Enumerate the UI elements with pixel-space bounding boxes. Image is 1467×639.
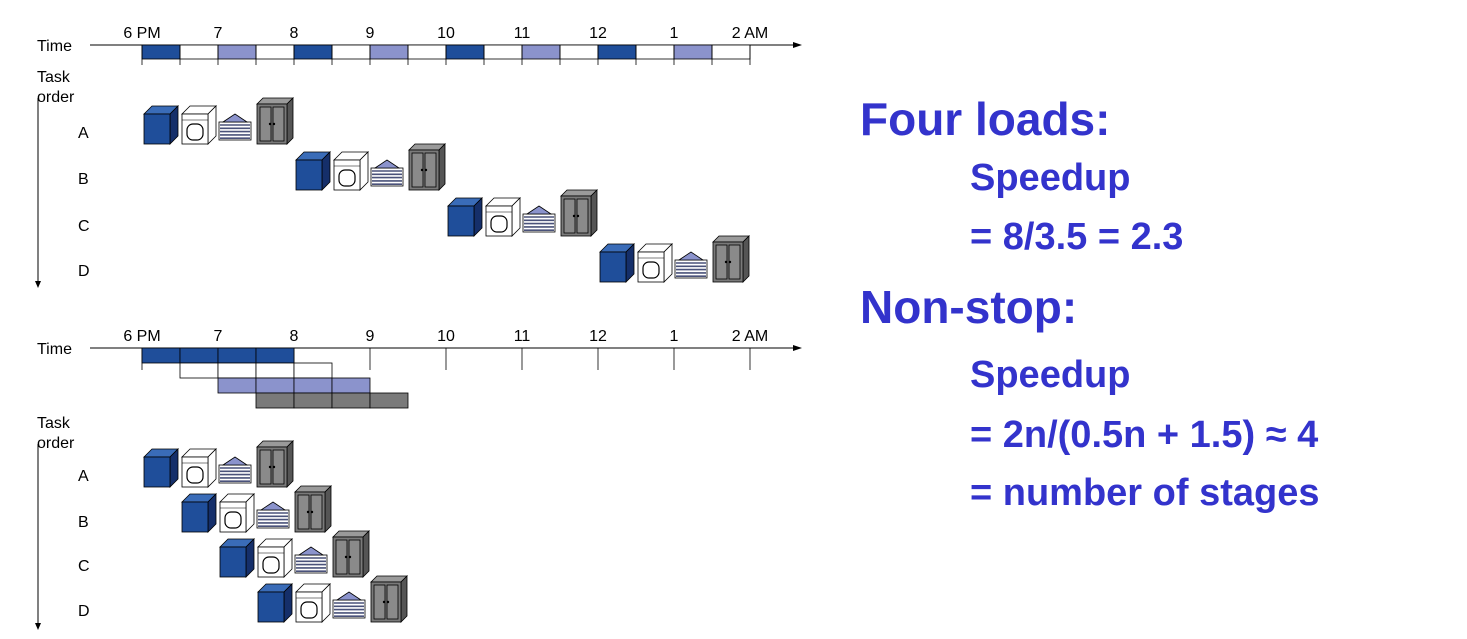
task-order-arrowhead <box>35 281 41 288</box>
washer-front <box>258 592 284 622</box>
hour-label: 9 <box>365 25 375 42</box>
hour-label: 8 <box>289 328 299 345</box>
dryer-door <box>491 216 507 232</box>
dryer-door <box>187 467 203 483</box>
closet-knob <box>425 169 427 171</box>
folded-shirt-collar <box>223 114 247 122</box>
pipelined-stage-slot <box>256 348 294 363</box>
closet-knob <box>573 215 575 217</box>
sequential-load-b <box>296 144 445 190</box>
task-letter-b: B <box>78 514 89 531</box>
pipelined-load-b <box>182 486 331 532</box>
pipelined-load-a <box>144 441 293 487</box>
closet-knob <box>729 261 731 263</box>
closet-knob <box>345 556 347 558</box>
hour-label: 7 <box>213 25 223 42</box>
hour-label: 2 AM <box>731 328 769 345</box>
sequential-stage-slot <box>142 45 180 59</box>
closet-knob <box>311 511 313 513</box>
pipelined-stage-slot <box>180 348 218 363</box>
pipelined-stage-slot <box>332 393 370 408</box>
closet-side <box>439 144 445 190</box>
task-letter-c: C <box>78 218 90 235</box>
non-stop-heading: Non-stop: <box>860 281 1078 333</box>
sequential-stage-slot <box>522 45 560 59</box>
time-label: Time <box>37 341 72 358</box>
closet-knob <box>421 169 423 171</box>
sequential-stage-slot <box>560 45 598 59</box>
task-letter-d: D <box>78 263 90 280</box>
closet-knob <box>387 601 389 603</box>
dryer-door <box>187 124 203 140</box>
folded-shirt-collar <box>261 502 285 510</box>
number-of-stages: = number of stages <box>970 472 1320 514</box>
sequential-stage-slot <box>370 45 408 59</box>
sequential-stage-slot <box>712 45 750 59</box>
pipelined-stage-slot <box>256 393 294 408</box>
speedup-ratio-1: = 8/3.5 = 2.3 <box>970 216 1184 258</box>
closet-knob <box>269 123 271 125</box>
closet-knob <box>725 261 727 263</box>
hour-label: 9 <box>365 328 375 345</box>
sequential-stage-slot <box>180 45 218 59</box>
dryer-door <box>301 602 317 618</box>
sequential-load-a <box>144 98 293 144</box>
washer-front <box>182 502 208 532</box>
pipelined-time-axis <box>37 328 802 408</box>
hour-label: 12 <box>589 328 607 345</box>
closet-side <box>591 190 597 236</box>
pipelined-stage-slot <box>332 378 370 393</box>
closet-knob <box>273 123 275 125</box>
time-label: Time <box>37 38 72 55</box>
washer-front <box>296 160 322 190</box>
sequential-stage-slot <box>674 45 712 59</box>
pipelined-stage-slot <box>370 393 408 408</box>
washer-front <box>144 457 170 487</box>
dryer-door <box>225 512 241 528</box>
pipelined-stage-slot <box>180 363 218 378</box>
hour-label: 2 AM <box>731 25 769 42</box>
pipelined-load-d <box>258 576 407 622</box>
task-letter-b: B <box>78 171 89 188</box>
washer-front <box>220 547 246 577</box>
folded-shirt-collar <box>223 457 247 465</box>
speedup-label-1: Speedup <box>970 157 1131 199</box>
sequential-time-axis <box>37 25 802 65</box>
pipelined-task-order <box>35 415 90 630</box>
sequential-stage-slot <box>446 45 484 59</box>
sequential-stage-slot <box>218 45 256 59</box>
hour-label: 1 <box>669 25 679 42</box>
pipelined-load-c <box>220 531 369 577</box>
pipelined-stage-slot <box>294 378 332 393</box>
dryer-door <box>643 262 659 278</box>
hour-label: 1 <box>669 328 679 345</box>
task-letter-d: D <box>78 603 90 620</box>
pipelined-stage-slot <box>142 348 180 363</box>
order-label: order <box>37 89 75 106</box>
sequential-stage-slot <box>598 45 636 59</box>
speedup-label-2: Speedup <box>970 354 1131 396</box>
washer-front <box>600 252 626 282</box>
pipelined-stage-slot <box>256 378 294 393</box>
sequential-load-c <box>448 190 597 236</box>
closet-knob <box>349 556 351 558</box>
sequential-task-order <box>35 69 90 288</box>
folded-shirt-collar <box>337 592 361 600</box>
sequential-stage-slot <box>408 45 446 59</box>
washer-front <box>144 114 170 144</box>
closet-knob <box>307 511 309 513</box>
sequential-stage-slot <box>256 45 294 59</box>
speedup-ratio-2: = 2n/(0.5n + 1.5) ≈ 4 <box>970 414 1319 456</box>
sequential-stage-slot <box>484 45 522 59</box>
closet-side <box>287 98 293 144</box>
hour-label: 6 PM <box>123 25 161 42</box>
closet-side <box>743 236 749 282</box>
hour-label: 11 <box>513 25 531 42</box>
pipelined-stage-slot <box>294 363 332 378</box>
closet-side <box>287 441 293 487</box>
dryer-door <box>339 170 355 186</box>
sequential-stage-slot <box>294 45 332 59</box>
closet-side <box>401 576 407 622</box>
dryer-door <box>263 557 279 573</box>
task-letter-a: A <box>78 125 89 142</box>
task-order-arrowhead <box>35 623 41 630</box>
pipelined-stage-slot <box>256 363 294 378</box>
closet-knob <box>383 601 385 603</box>
closet-side <box>325 486 331 532</box>
four-loads-heading: Four loads: <box>860 93 1111 145</box>
sequential-load-d <box>600 236 749 282</box>
hour-label: 6 PM <box>123 328 161 345</box>
pipelined-stage-slot <box>218 378 256 393</box>
closet-knob <box>269 466 271 468</box>
hour-label: 12 <box>589 25 607 42</box>
hour-label: 7 <box>213 328 223 345</box>
closet-side <box>363 531 369 577</box>
folded-shirt-collar <box>375 160 399 168</box>
hour-label: 11 <box>513 328 531 345</box>
folded-shirt-collar <box>299 547 323 555</box>
closet-knob <box>273 466 275 468</box>
time-axis-arrowhead <box>793 345 802 351</box>
task-letter-a: A <box>78 468 89 485</box>
task-label: Task <box>37 69 70 86</box>
order-label: order <box>37 435 75 452</box>
closet-knob <box>577 215 579 217</box>
pipelined-stage-slot <box>294 393 332 408</box>
folded-shirt-collar <box>679 252 703 260</box>
task-label: Task <box>37 415 70 432</box>
pipelined-stage-slot <box>218 363 256 378</box>
pipelined-stage-slot <box>218 348 256 363</box>
washer-front <box>448 206 474 236</box>
sequential-stage-slot <box>636 45 674 59</box>
time-axis-arrowhead <box>793 42 802 48</box>
sequential-stage-slot <box>332 45 370 59</box>
hour-label: 10 <box>437 328 455 345</box>
hour-label: 8 <box>289 25 299 42</box>
task-letter-c: C <box>78 558 90 575</box>
folded-shirt-collar <box>527 206 551 214</box>
hour-label: 10 <box>437 25 455 42</box>
